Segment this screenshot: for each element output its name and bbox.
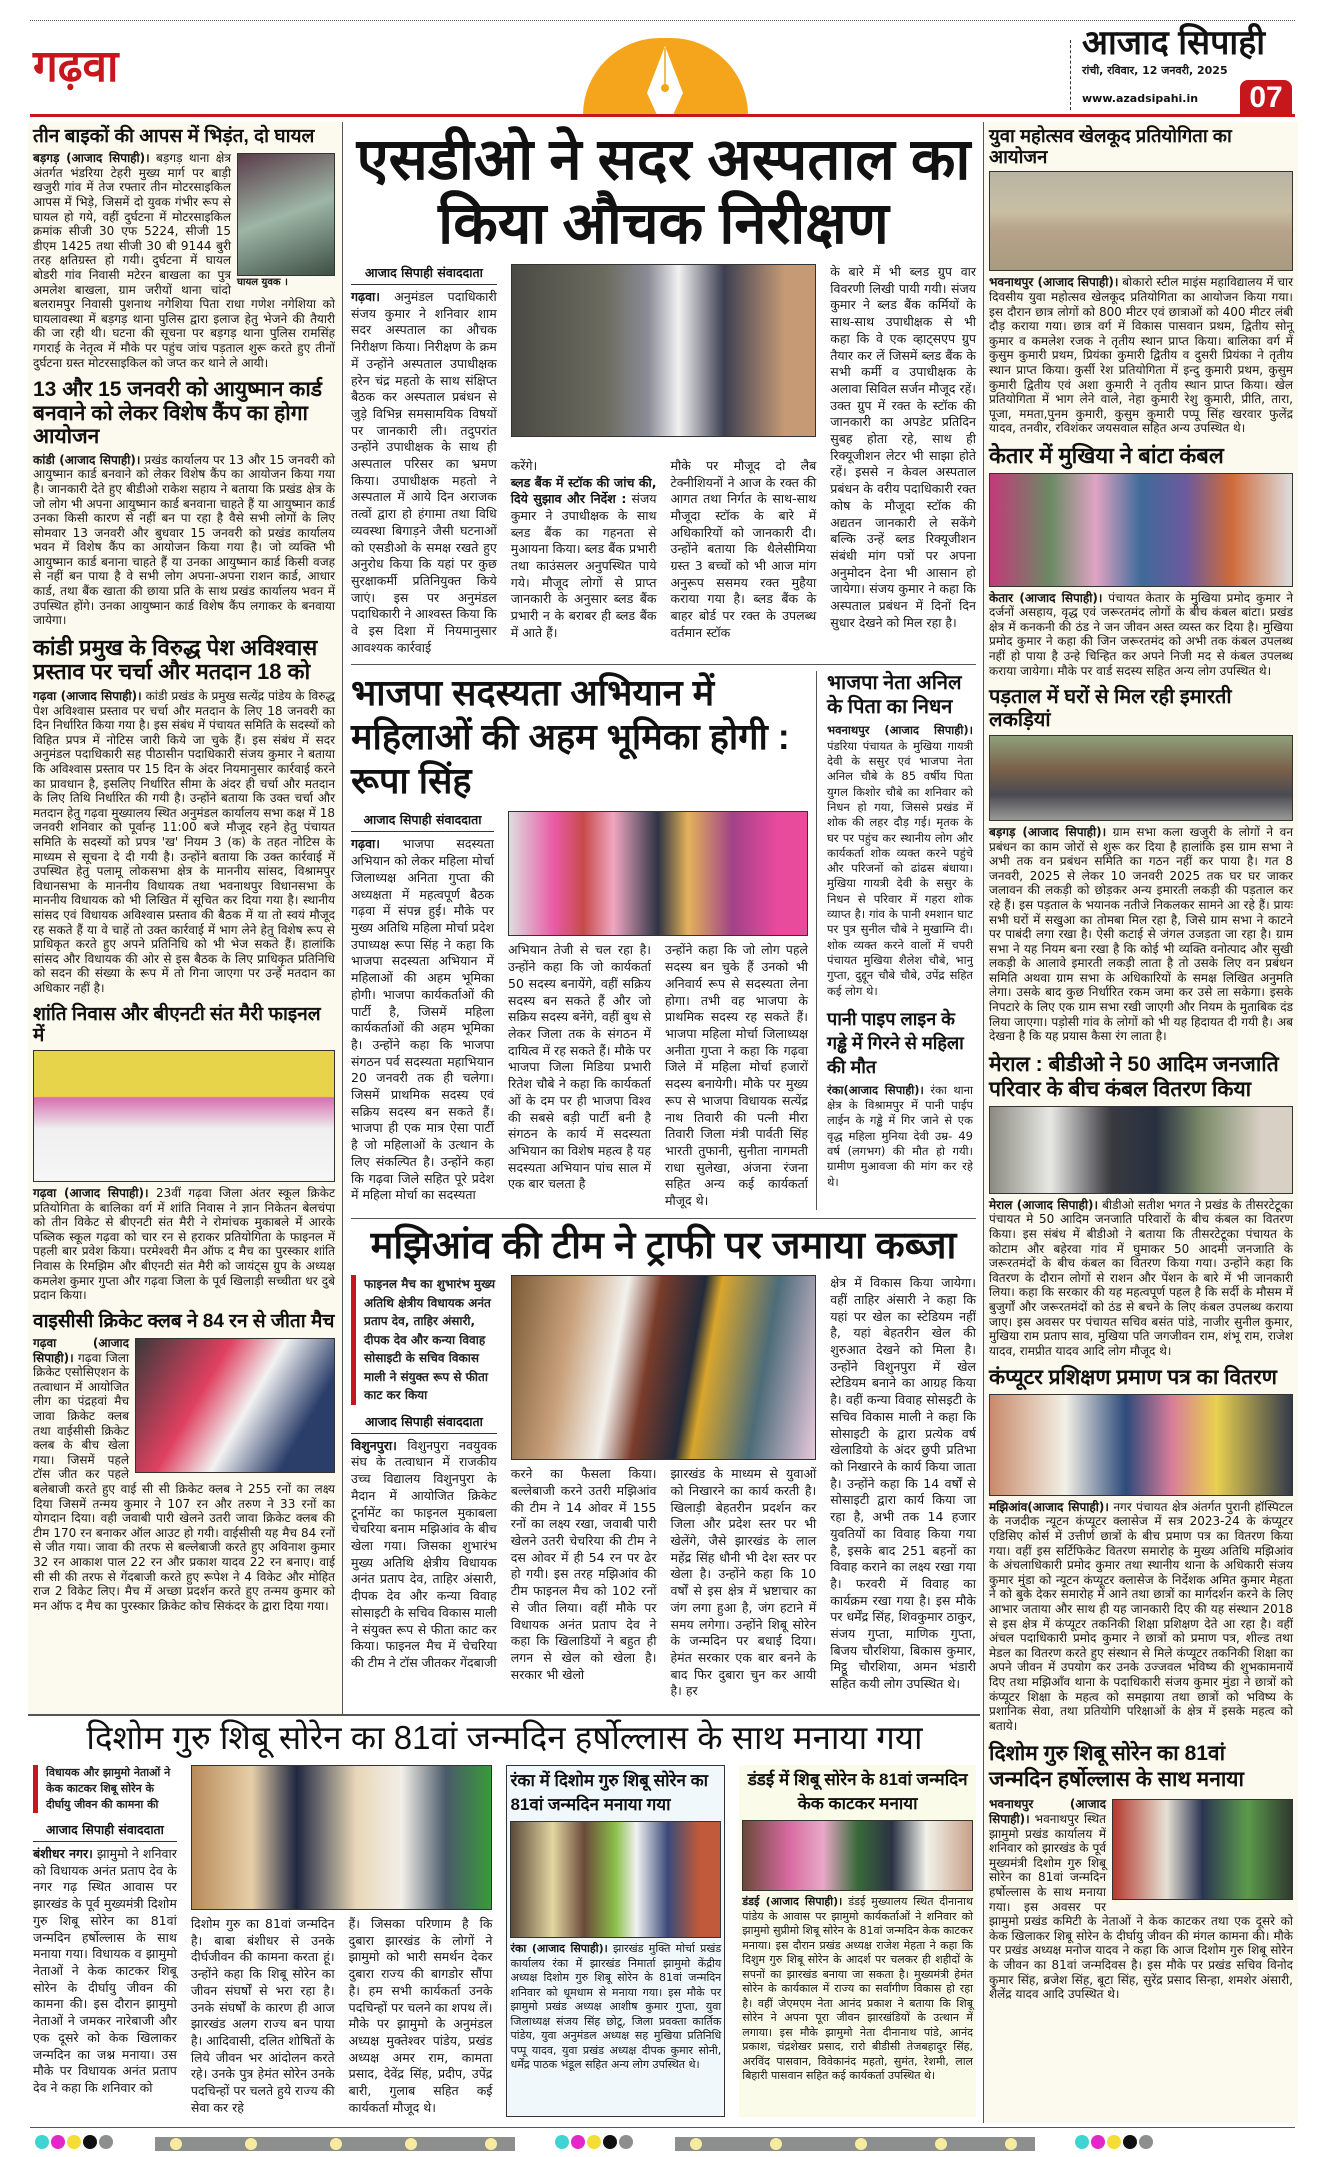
dateline-place: गढ़वा (आजाद सिपाही)। bbox=[33, 689, 142, 704]
article-body: ग्राम सभा कला खजुरी के लोगों ने वन प्रबंधन का काम जोरों से शुरू कर दिया है हालांकि इस ग्राम सभा ने अभी तक वन प्रबंधन समिति का गठन नहीं कर पाया है। गत 8 जनवरी, 2025 से लेकर 10 जनवरी 2025 तक घर घर जाकर जलावन की लकड़ी को छोड़कर अन्य इमारती लकड़ी की पड़ताल कर रहे हैं। इस पड़ताल के भयानक नतीजे निकलकर सामने आ रहे हैं। प्रायः सभी घरों में सखुआ का तोमबा मिल रहा है, जिसे ग्राम सभा ने काटने पर पाबंदी लगा रखा है। ऐसी कटाई से जंगल उजड़ता जा रहा है। ग्राम सभा ने यह नियम बना रखा है कि कोई भी व्यक्ति वनोत्पाद और सुखी लकड़ी के आलावे इमारती लकड़ी लाता है तो उसके लिए वन प्रबंधन समिति अथवा ग्राम सभा के अधिकारियों के समक्ष लिखित अनुमति लेगा। उसके बाद कुछ निर्धारित रकम जमा कर उसे ला सकेगा। इसके निपटारे के लिए एक ग्राम सभा रखी जाएगी और नियम के मुताबिक दंड लिया जाएगा। पड़ोसी गांव के लोगों को भी यह हिदायत दी गयी है। अब देखना है कि यह प्रयास कैसा रंग लाता है। bbox=[989, 824, 1293, 1044]
dateline-place: मझिआंव(आजाद सिपाही)। bbox=[989, 1499, 1109, 1514]
headline-youth-festival: युवा महोत्सव खेलकूद प्रतियोगिता का आयोजन bbox=[989, 125, 1232, 167]
registration-bar bbox=[155, 2137, 515, 2151]
bjp-story bbox=[351, 671, 817, 1209]
article-body: अनुमंडल पदाधिकारी संजय कुमार ने शनिवार शाम सदर अस्पताल का औचक निरीक्षण किया। निरीक्षण के क्रम में उन्होंने अस्पताल उपाधीक्षक हरेन चंद्र महतो के साथ संक्षिप्त बैठक कर अस्पताल प्रबंधन से जुड़े विभिन्न समसामयिक विषयों पर जानकारी ली। तदुपरांत उन्होंने उपाधीक्षक के साथ ही अस्पताल परिसर का भ्रमण किया। उपाधीक्षक महतो ने अस्पताल में आये दिन अराजक तत्वों द्वारा हो हंगामा तथा विधि व्यवस्था बिगाड़ने जैसी घटनाओं को एसडीओ के समक्ष रखते हुए अनुरोध किया कि यहां पर कुछ सुरक्षाकर्मी प्रतिनियुक्त किये जाएं। इस पर अनुमंडल पदाधिकारी ने आश्वस्त किया कि वे इस दिशा में नियमानुसार आवश्यक कार्रवाई bbox=[351, 289, 497, 655]
dandai-box bbox=[739, 1765, 976, 2116]
pen-nib-emblem bbox=[583, 38, 748, 115]
lead-headline: एसडीओ ने सदर अस्पताल का किया औचक निरीक्षण bbox=[356, 127, 971, 256]
center-column bbox=[343, 122, 980, 1714]
headline-anil-father: भाजपा नेता अनिल के पिता का निधन bbox=[827, 672, 962, 719]
section-rule bbox=[351, 1218, 976, 1219]
article-body: झामुमो ने शनिवार को विधायक अनंत प्रताप देव के नगर गढ़ स्थित आवास पर झारखंड के पूर्व मुख्यमंत्री दिशोम गुरु शिबू सोरेन का 81वां जन्मदिन हर्षोल्लास के साथ मनाया गया। विधायक व झामुमो नेताओं ने केक काटकर शिबू सोरेन के दीर्घायु जीवन की कामना की। इस दौरान झामुमो नेताओं ने जमकर नारेबाजी और एक दूसरे को केक खिलाकर जन्मदिन का जश्न मनाया। उस मौके पर विधायक अनंत प्रताप देव ने कहा कि शनिवार को bbox=[33, 1846, 177, 2095]
color-registration-marks bbox=[35, 2134, 115, 2153]
article-body: करेंगे। bbox=[510, 457, 538, 473]
bjp-col-1 bbox=[351, 811, 494, 1209]
article-dandai-birthday bbox=[742, 1895, 973, 2084]
article-body: संजय कुमार ने उपाधीक्षक के साथ ब्लड बैंक का गहनता से मुआयना किया। ब्लड बैंक प्रभारी तथा काउंसलर अनुपस्थित पाये गये। मौजूद लोगों से प्राप्त जानकारी के अनुसार ब्लड बैंक प्रभारी न के बराबर ही ब्लड बैंक में आते हैं। bbox=[510, 491, 657, 640]
article-body: प्रखंड कार्यालय पर 13 और 15 जनवरी को आयुष्मान कार्ड बनवाने को लेकर विशेष कैंप का आयोजन किया गया है। जानकारी देते हुए बीडीओ राकेश सहाय ने बताया कि प्रखंड क्षेत्र के जो लोग भी अपना आयुष्मान कार्ड बनवाना चाहते हैं या आयुष्मान कार्ड उनका किसी कारण से नहीं बन पा रहा है वैसे सभी लोगों के लिए सोमवार 13 जनवरी और बुधवार 15 जनवरी को प्रखंड कार्यालय भवन में विशेष कैंप का आयोजन किया गया है। जो व्यक्ति भी आयुष्मान कार्ड बनाना चाहते हैं या उनका आयुष्मान कार्ड किसी वजह से नहीं बन पाया है वे सभी लोग अपना-अपना राशन कार्ड, आधार कार्ड, तथा बैंक खाता की छाया प्रति के साथ प्रखंड कार्यालय भवन में उपस्थित होंगे। उनका आयुष्मान कार्ड विशेष कैंप लगाकर के बनवाया जायेगा। bbox=[33, 452, 336, 628]
bjp-section bbox=[351, 671, 976, 1209]
article-body: पंचायत केतार के मुखिया प्रमोद कुमार ने दर्जनों असहाय, वृद्ध एवं जरूरतमंद लोगों के बीच कंबल बांटा। प्रखंड क्षेत्र में कनकनी की ठंड ने जन जीवन अस्त व्यस्त कर दिया है। मुखिया प्रमोद कुमार ने कहा की जिन जरूरतमंद को अभी तक कंबल उपलब्ध नहीं हो पाया है उन्हे चिन्हित कर अपने निजी मद से कंबल उपलब्ध कराया जायेगा। मौके पर वार्ड सदस्य सहित अन्य लोग उपस्थित थे। bbox=[989, 590, 1294, 678]
trophy-callout: फाइनल मैच का शुभारंभ मुख्य अतिथि क्षेत्रीय विधायक अनंत प्रताप देव, ताहिर अंसारी, दीपक देव और कन्या विवाह सोसाइटी के सचिव विकास माली ने संयुक्त रूप से फीता काट कर किया bbox=[351, 1275, 497, 1405]
banner-col-2: दिशोम गुरु का 81वां जन्मदिन है। बाबा बंशीधर से उनके दीर्घजीवन की कामना करता हूं। उन्होंने कहा कि शिबू सोरेन का जीवन संघर्षों से भरा रहा है। उनके संघर्षों के कारण ही आज झारखंड अलग राज्य बन पाया है। आदिवासी, दलित शोषितों के लिये जीवन भर आंदोलन करते रहे। उनके पुत्र हेमंत सोरेन उनके पदचिन्हों पर चलते हुये राज्य की सेवा कर रहे bbox=[190, 1916, 335, 2115]
lead-col-3: मौके पर मौजूद दो लैब टेक्नीशियनों ने आज के रक्त की आगत तथा निर्गत के साथ-साथ मौजूदा स्टॉक के बारे में अधिकारियों को जानकारी दी। उन्होंने बताया कि थैलेसीमिया ग्रस्त 3 बच्चों को भी आज मांग अनुरूप ससमय रक्त मुहैया कराया गया है। ब्लड बैंक के बाहर बोर्ड पर रक्त के उपलब्ध वर्तमान स्टॉक bbox=[670, 457, 817, 640]
headline-computer-certificates: कंप्यूटर प्रशिक्षण प्रमाण पत्र का वितरण bbox=[989, 1366, 1277, 1390]
section-rule bbox=[351, 664, 976, 665]
masthead-rule bbox=[30, 114, 1295, 117]
black-dot bbox=[603, 2135, 617, 2149]
photo-dandai-birthday bbox=[742, 1820, 973, 1891]
ranka-box bbox=[506, 1765, 725, 2116]
photo-figure bbox=[237, 153, 335, 290]
article-body: बड़गड़ थाना क्षेत्र अंतर्गत भंडरिया टेहरी मुख्य मार्ग पर बाड़ी खजुरी गांव में तेज रफ्तार तीन मोटरसाइकिल आपस में भिड़े, जिसमें दो युवक गंभीर रूप से घायल हो गये, वहीं दुर्घटना में मोटरसाइकिल क्रमांक सीजी 30 एफ 5224, सीजी 15 डीएम 1425 तथा सीजी 30 बी 9144 बुरी तरह क्षतिग्रस्त हो गयी। दुर्घटना में घायल बोडरी गांव निवासी मटेरन बाखला का पुत्र अमलेश बाखला, ग्राम जरीयों थाना चांदो बलरामपुर निवासी पुशनाथ नगेशिया पिता राधा गणेश नगेशिया को घायलावस्था में बड़गड़ थाना पुलिस द्वारा इलाज हेतु भेजने की तैयारी की जा रही थी। घटना की सूचना पर बड़गड़ थाना पुलिस रामसिंह गगराई के नेतृत्व में मौके पर पहुंच जांच पड़ताल शुरू करते हुए तीनों दुर्घटना ग्रस्त मोटरसाइकिल को जप्त कर थाने ले आयी। bbox=[33, 151, 335, 370]
magenta-dot bbox=[1091, 2135, 1105, 2149]
dateline-place: गढ़वा (आजाद सिपाही)। bbox=[33, 1336, 129, 1365]
left-column bbox=[28, 122, 343, 1714]
photo-youth-festival bbox=[989, 171, 1293, 271]
top-dotted-rule bbox=[30, 20, 1295, 21]
lead-col-4: के बारे में भी ब्लड ग्रुप वार विवरणी लिखी पायी गयी। संजय कुमार ने ब्लड बैंक कर्मियों के साथ-साथ उपाधीक्षक से भी कहा कि वे एक व्हाट्सएप ग्रुप तैयार कर लें जिसमें ब्लड बैंक के सभी कर्मी व उपाधीक्षक के अलावा सिविल सर्जन मौजूद रहें। उक्त ग्रुप में रक्त के स्टॉक की जानकारी का अपडेट प्रतिदिन सुबह होता रहे, साथ ही रिक्यूजीशन लेटर भी साझा होते रहें। इससे न केवल अस्पताल प्रबंधन के वरीय पदाधिकारी रक्त कोष के मौजूदा स्टॉक की अद्यतन जानकारी ले सकेंगे बल्कि उन्हें ब्लड रिक्यूजीशन संबंधी मांग पत्रों पर अपना अनुमोदन देना भी आसान हो जायेगा। संजय कुमार ने कहा कि अस्पताल प्रबंधन में दिनों दिन सुधार देखने को मिल रहा है। bbox=[830, 264, 976, 630]
section-name: गढ़वा bbox=[33, 42, 119, 91]
article-body: डंडई मुख्यालय स्थित दीनानाथ पांडेय के आवास पर झामुमो कार्यकर्ताओं ने शनिवार को झामुमो सुप्रीमो शिबू सोरेन के 81वां जन्मदिन केक काटकर मनाया। इस दौरान प्रखंड अध्यक्ष राजेश मेहता ने कहा कि दिशुम गुरु शिबू सोरेन के आदर्श पर चलकर ही शहीदों के सपनों का झारखंड बनाया जा सकता है। मुख्यमंत्री हेमंत सोरेन के कार्यकाल में राज्य का सर्वांगीण विकास हो रहा है। वहीं जेएमएम नेता आनंद प्रकाश ने बताया कि शिबू सोरेन ने अपना पूरा जीवन झारखंडियों के उत्थान में लगाया। इस मौके झामुमो नेता दीनानाथ पांडे, आनंद प्रकाश, चंद्रशेखर प्रसाद, रारो बीडीसी तेजबहादुर सिंह, अरविंद पासवान, विवेकानंद महतो, सुमंत, रेशमी, लाल बिहारी पासवान सहित कई कार्यकर्ता उपस्थित थे। bbox=[742, 1895, 973, 2083]
lead-col-2 bbox=[511, 458, 657, 657]
black-dot bbox=[83, 2135, 97, 2149]
magenta-dot bbox=[51, 2135, 65, 2149]
article-body: विशुनपुरा नवयुवक संघ के तत्वाधान में राजकीय उच्च विद्यालय विशुनपुरा के मैदान में आयोजित क्रिकेट टूर्नामेंट का फाइनल मुकाबला चेचरिया बनाम मझिआंव के बीच खेला गया। जिसका शुभारंभ मुख्य अतिथि क्षेत्रीय विधायक अनंत प्रताप देव, ताहिर अंसारी, दीपक देव और कन्या विवाह सोसाइटी के सचिव विकास माली ने संयुक्त रूप से फीता काट कर किया। फाइनल मैच में चेचरिया की टीम ने टॉस जीतकर गेंदबाजी bbox=[351, 1437, 497, 1670]
cyan-dot bbox=[555, 2135, 569, 2149]
article-cricket-final bbox=[33, 1186, 335, 1303]
trophy-col-2: करने का फैसला किया। बल्लेबाजी करने उतरी मझिआंव की टीम ने 14 ओवर में 155 रनों का लक्ष्य रखा, जवाबी पारी खेलने उतरी चेचरिया की टीम ने दस ओवर में ही 54 रन पर ढेर हो गयी। इस तरह मझिआंव की टीम फाइनल मैच को 102 रनों से जीत लिया। वहीं मौके पर विधायक अनंत प्रताप देव ने कहा कि खिलाडियों ने बहुत ही लगन से खेल को खेला है। सरकार भी खेलो bbox=[510, 1466, 657, 1682]
grey-dot bbox=[99, 2135, 113, 2149]
article-body-wrap bbox=[351, 1438, 497, 1672]
headline-cricket-final: शांति निवास और बीएनटी संत मैरी फाइनल में bbox=[33, 1003, 321, 1046]
dateline-place: भवनाथपुर (आजाद सिपाही)। bbox=[989, 1797, 1106, 1826]
article-computer-certificates bbox=[989, 1500, 1293, 1734]
photo-bjp-women bbox=[508, 811, 808, 936]
article-anil-father bbox=[827, 723, 973, 998]
website-link[interactable]: www.azadsipahi.in bbox=[1082, 92, 1199, 105]
article-youth-festival bbox=[989, 275, 1293, 436]
byline: आजाद सिपाही संवाददाता bbox=[351, 264, 497, 285]
article-body: कांडी प्रखंड के प्रमुख सत्येंद्र पांडेय के विरुद्ध पेश अविश्वास प्रस्ताव पर चर्चा और मतदान के लिए 18 जनवरी का दिन निर्धारित किया गया है। इस संबंध में पंचायत समिति के सदस्यों को विहित प्रपत्र में नोटिस जारी किये जा चुके हैं। इस संबंध में सदर अनुमंडल पदाधिकारी सह पीठासीन पदाधिकारी संजय कुमार ने बताया कि अविश्वास प्रस्ताव पर 15 दिन के अंदर नियमानुसार कार्रवाई करने का प्रावधान है, इसलिए निर्धारित सीमा के अंदर ही चर्चा और मतदान के लिए तिथि निर्धारित की गयी है। उन्होंने बताया कि उक्त चर्चा और मतदान हेतु गढ़वा मुख्यालय स्थित अनुमंडल कार्यालय सभा कक्ष में 18 जनवरी शनिवार को पूर्वान्ह 11:00 बजे मौजूद रहने हेतु पंचायत समिति के सदस्यों को प्रपत्र 'ख' नियम 3 (क) के तहत नोटिस के माध्यम से सूचना दे दी गयी है। उन्होंने बताया कि उक्त कार्रवाई में उपस्थित हेतु पलामू लोकसभा क्षेत्र के माननीय सांसद, विश्रामपुर विधानसभा के माननीय विधायक तथा भवनाथपुर विधानसभा के माननीय विधायक को भी लिखित में सूचित कर दिया गया है। स्थानीय सांसद एवं विधायक अविश्वास प्रस्ताव की बैठक में या तो स्वयं मौजूद रह सकते हैं या वे चाहें तो उक्त कार्रवाई में भाग लेने हेतु विशेष रूप से प्राधिकृत करते हुए अपने प्रतिनिधि को भी भेज सकते हैं। हालांकि सांसद और विधायक की ओर से इस बैठक के लिए प्राधिकृत प्रतिनिधि को सदन की संख्या के रूप में तो गिना जाएगा पर उन्हें मतदान का अधिकार नहीं है। bbox=[33, 689, 335, 995]
photo-cake-cutting bbox=[191, 1765, 493, 1910]
bjp-side-column bbox=[827, 671, 973, 1209]
photo-ketar-blankets bbox=[989, 473, 1293, 587]
byline: आजाद सिपाही संवाददाता bbox=[33, 1821, 177, 1842]
color-registration-marks bbox=[555, 2134, 635, 2153]
bjp-headline: भाजपा सदस्यता अभियान में महिलाओं की अहम भूमिका होगी : रूपा सिंह bbox=[351, 672, 790, 802]
magenta-dot bbox=[571, 2135, 585, 2149]
headline-meral-blankets: मेराल : बीडीओ ने 50 आदिम जनजाति परिवार के बीच कंबल वितरण किया bbox=[989, 1052, 1279, 1101]
headline-pipeline-death: पानी पाइप लाइन के गड्ढे में गिरने से महिला की मौत bbox=[827, 1008, 964, 1077]
grey-dot bbox=[1139, 2135, 1153, 2149]
grey-dot bbox=[619, 2135, 633, 2149]
banner-headline: दिशोम गुरु शिबू सोरेन का 81वां जन्मदिन हर्षोल्लास के साथ मनाया गया bbox=[86, 1719, 923, 1757]
article-body: नगर पंचायत क्षेत्र अंतर्गत पुरानी हॉस्पिटल के नजदीक न्यूटन कंप्यूटर क्लासेज में सत्र 2023-24 के कंप्यूटर एडिसिए कोर्स में उत्तीर्ण छात्रों के बीच प्रमाण पत्र का वितरण किया गया। वहीं इस सर्टिफिकेट वितरण समारोह के मुख्य अतिथि मझिआंव के अंचलाधिकारी प्रमोद कुमार तथा स्थानीय थाना के अधिकारी संजय कुमार मुंडा को न्यूटन कंप्यूटर क्लासेज के निर्देशक अमित कुमार मेहता ने को बुके देकर समारोह में आने तथा छात्रों का मार्गदर्शन करने के लिए आभार जताया और साथ ही यह जानकारी दिए की यह संस्थान 2018 से इस क्षेत्र में कंप्यूटर तकनिकी शिक्षा प्रशिक्षण देते आ रहा है। वहीं अंचल पदाधिकारी प्रमोद कुमार ने छात्रों को प्रमाण पत्र, शील्ड तथा मेडल का वितरण करते हुए संस्थान से मिले कंप्यूटर तकनिकी शिक्षा का अपने जीवन में उपयोग कर उनके उज्जवल भविष्य की शुभकामनायें दिए तथा मझिआँव थाना के पदाधिकारी संजय कुमार मुंडा ने छात्रों को कंप्यूटर शिक्षा के महत्व को समझाया तथा छात्रों को भविष्य के प्रशानिक सेवा, तथा प्रतियोगि परिक्षाओं के क्षेत्र में इसके महत्व को बताये। bbox=[989, 1499, 1293, 1733]
article-ayushman-camp bbox=[33, 453, 335, 628]
photo-sdo-inspection bbox=[511, 264, 817, 437]
byline: आजाद सिपाही संवाददाता bbox=[351, 1413, 497, 1434]
banner-story bbox=[33, 1765, 492, 2116]
dateline-place: मेराल (आजाद सिपाही)। bbox=[989, 1197, 1099, 1212]
article-body-wrap bbox=[351, 836, 494, 1203]
article-timber-probe bbox=[989, 825, 1293, 1044]
headline-ayushman-camp: 13 और 15 जनवरी को आयुष्मान कार्ड बनवाने को लेकर विशेष कैंप का होगा आयोजन bbox=[33, 378, 323, 449]
pen-nib-icon bbox=[583, 38, 748, 115]
cyan-dot bbox=[1075, 2135, 1089, 2149]
headline-dandai-birthday: डंडई में शिबू सोरेन के 81वां जन्मदिन केक काटकर मनाया bbox=[747, 1770, 968, 1814]
trophy-col-1 bbox=[351, 1275, 497, 1700]
article-body: झारखंड मुक्ति मोर्चा प्रखंड कार्यालय रंका में झारखंड निमार्ता झामुमो केंद्रीय अध्यक्ष दिशोम गुरु शिबू सोरेन के 81वां जन्मदिन शनिवार को धूमधाम से मनाया गया। इस मौके पर झामुमो प्रखंड अध्यक्ष आशीष कुमार गुप्ता, युवा जिलाध्यक्ष संजय सिंह छोटू, जिला प्रवक्ता कार्तिक पांडेय, युवा अनुमंडल अध्यक्ष सह मुखिया प्रतिनिधि पप्पू यादव, युवा प्रखंड अध्यक्ष दीपक कुमार सोनी, धर्मेंद्र पाठक भंडूल सहित अन्य लोग उपस्थित थे। bbox=[510, 1942, 722, 2072]
dateline-place: डंडई (आजाद सिपाही)। bbox=[742, 1895, 843, 1909]
headline-ketar-blankets: केतार में मुखिया ने बांटा कंबल bbox=[989, 442, 1224, 468]
dateline-place: भवनाथपुर (आजाद सिपाही)। bbox=[827, 723, 973, 738]
headline-bhawanathpur-birthday: दिशोम गुरु शिबू सोरेन का 81वां जन्मदिन हर्षोल्लास के साथ मनाया bbox=[989, 1742, 1244, 1792]
article-body: भाजपा सदस्यता अभियान को लेकर महिला मोर्चा जिलाध्यक्ष अनिता गुप्ता की अध्यक्षता में महत्वपूर्ण बैठक गढ़वा में संपन्न हुई। मौके पर मुख्य अतिथि महिला मोर्चा प्रदेश उपाध्यक्ष रूपा सिंह ने कहा कि भाजपा सदस्यता अभियान में महिलाओं की अहम भूमिका होगी। भाजपा कार्यकर्ताओं की पार्टी है, जिसमें महिला कार्यकर्ताओं की अहम भूमिका है। उन्होंने कहा कि भाजपा संगठन पर्व सदस्यता महाभियान 20 जनवरी तक ही चलेगा। जिसमें प्राथमिक सदस्य एवं सक्रिय सदस्य बन सकते हैं। भाजपा ही एक मात्र ऐसा पार्टी है जो महिलाओं के उत्थान के लिए संकल्पित है। उन्होंने कहा कि गढ़वा जिले सहित पूरे प्रदेश में महिला मोर्चा का सदस्यता bbox=[351, 836, 494, 1203]
photo-timber-probe bbox=[989, 735, 1293, 821]
article-body: बीडीओ सतीश भगत ने प्रखंड के तीसरटेटूका पंचायत मे 50 आदिम जनजाति परिवारों के बीच कंबल का वितरण किया। इस संबंध में बीडीओ ने बताया कि तीसरटेटूका पंचायत के कोटाम और बहेरवा गांव में घुमाकर 50 आदमी जनजाति के जरूरतमंदों के बीच कंबल का वितरण किया गया। उन्होंने कहा कि वितरण के दौरान लोगों से राशन और पेंशन के बारे में भी जानकारी लिया। कहा कि सरकार की यह महत्वपूर्ण पहल है कि सर्दी के मौसम में बुजुर्गों और जरूरतमंदों को ठंड से बचने के लिए कंबल उपलब्ध कराया जाए। इस अवसर पर पंचायत सचिव बसंत पांडे, नाजीर सुनील कुमार, मुखिया राम प्रताप साव, मुखिया पति जगजीवन राम, शंभू राम, राजेश यादव, रामप्रीत यादव आदि लोग मौजूद थे। bbox=[989, 1197, 1293, 1358]
headline-no-confidence-motion: कांडी प्रमुख के विरुद्ध पेश अविश्वास प्रस्ताव पर चर्चा और मतदान 18 को bbox=[33, 634, 318, 685]
banner-col-3: हैं। जिसका परिणाम है कि दुबारा झारखंड के लोगों ने झामुमो को भारी समर्थन देकर दुबारा राज्य की बागडोर सौंपा है। हम सभी कार्यकर्ता उनके पदचिन्हों पर चलने का शपथ लें। मौके पर झामुमो के अनुमंडल अध्यक्ष मुक्तेश्वर पांडेय, प्रखंड अध्यक्ष अमर राम, कामता प्रसाद, देवेंद्र सिंह, प्रदीप, उपेंद्र बारी, गुलाब सहित कई कार्यकर्ता मौजूद थे। bbox=[348, 1916, 493, 2115]
article-ketar-blankets bbox=[989, 591, 1293, 679]
trophy-col-3: झारखंड के माध्यम से युवाओं को निखारने का कार्य करती है। खिलाड़ी बेहतरीन प्रदर्शन कर जिला और प्रदेश स्तर पर भी खेलेंगे, जैसे झारखंड के लाल महेंद्र सिंह धौनी भी देश स्तर पर खेला है। उन्होंने कहा कि 10 वर्षों से इस क्षेत्र में भ्रष्टाचार का जंग लगा हुआ है, जंग हटाने में समय लगेगा। उन्होंने शिबू सोरेन के जन्मदिन पर बधाई दिया। हेमंत सरकार एक बार बनने के बाद फिर दुबारा चुन कर आयी है। हर bbox=[670, 1466, 817, 1699]
dateline-place: विशुनपुरा। bbox=[351, 1437, 397, 1453]
yellow-dot bbox=[1107, 2135, 1121, 2149]
masthead-divider bbox=[1070, 40, 1071, 110]
photo-cricket-girls-team bbox=[33, 1050, 335, 1182]
birthday-banner-section bbox=[28, 1714, 980, 2122]
dateline-place: गढ़वा। bbox=[351, 836, 381, 852]
article-no-confidence-motion bbox=[33, 689, 335, 995]
trophy-story bbox=[351, 1225, 976, 1700]
dateline-place: बड़गड़ (आजाद सिपाही)। bbox=[33, 151, 150, 166]
headline-ycc-win: वाइसीसी क्रिकेट क्लब ने 84 रन से जीता मैच bbox=[33, 1310, 335, 1332]
article-body: बोकारो स्टील माइंस महाविद्यालय में चार दिवसीय युवा महोत्सव खेलकूद प्रतियोगिता का आयोजन किया गया। इस दौरान छात्र लोगों को 800 मीटर एवं छात्राओं को 400 मीटर लंबी दौड़ कराया गया। छात्र वर्ग में विकास पासवान प्रथम, द्वितीय सोनू कुमार व कमलेश रजक ने तृतीय स्थान प्राप्त किया। बालिका वर्ग में कुसुम कुमारी प्रथम, प्रियंका कुमारी द्वितीय व दुसरी प्रियंका ने तृतीय स्थान प्राप्त किया। कुर्सी रेश प्रतियोगिता में इन्दु कुमारी प्रथम, कुसुम कुमारी द्वितीय एवं अशा कुमारी ने तृतीय स्थान प्राप्त किया। खेल प्रतियोगिता में भाग लेने वाले, नेहा कुमारी रेशु कुमारी, प्रीति, तारा, पूजा, ममता,पुनम कुमारी, कुसुम कुमारी पप्पू सिंह खरवार फुलेंद्र यादव, तनवीर, रविशंकर जयसवाल सहित अन्य उपस्थित थे। bbox=[989, 275, 1293, 436]
photo-ycc-award bbox=[135, 1338, 335, 1473]
article-body-wrap bbox=[351, 289, 497, 656]
print-marks-row bbox=[30, 2127, 1295, 2153]
dateline: रांची, रविवार, 12 जनवरी, 2025 bbox=[1082, 64, 1228, 77]
article-pipeline-death bbox=[827, 1083, 973, 1190]
black-dot bbox=[1123, 2135, 1137, 2149]
headline-ranka-birthday: रंका में दिशोम गुरु शिबू सोरेन का 81वां जन्मदिन मनाया गया bbox=[510, 1771, 709, 1815]
article-bhawanathpur-birthday bbox=[989, 1797, 1293, 2001]
trophy-col-4: क्षेत्र में विकास किया जायेगा। वहीं ताहिर अंसारी ने कहा कि यहां पर खेल का स्टेडियम नहीं है, यहां बेहतरीन खेल की शुरुआत देखने को मिला है। उन्होंने विशुनपुरा में खेल स्टेडियम बनाने का आग्रह किया है। वहीं कन्या विवाह सोसइटी के सचिव विकास माली ने कहा कि सोसाइटी के द्वारा प्रत्येक वर्ष खेलाडियो के अंदर छुपी प्रतिभा को निखारने के कार्य किया जाता है। उन्होंने कहा कि 14 वर्षों से सोसाइटी द्वारा कार्य किया जा रहा है, अभी तक 14 हजार युवतियों का विवाह किया गया है, इसके बाद 251 बहनों का विवाह कराने का लक्ष्य रखा गया है। फरवरी में विवाह का कार्यक्रम रखा गया है। इस मौके पर धर्मेंद्र सिंह, शिवकुमार ठाकुर, संजय गुप्ता, माणिक गुप्ता, बिजय चौरशिया, बिकास कुमार, मिट्ठू चौरशिया, अमन भंडारी सहित कयी लोग उपस्थित थे। bbox=[830, 1275, 976, 1692]
photo-trophy-presentation bbox=[511, 1275, 817, 1460]
dateline-place: भवनाथपुर (आजाद सिपाही)। bbox=[989, 275, 1119, 290]
page-number: 07 bbox=[1240, 80, 1292, 115]
article-body: पंडरिया पंचायत के मुखिया गायत्री देवी के ससुर एवं भाजपा नेता अनिल चौबे के 85 वर्षीय पिता युगल किशोर चौबे का शनिवार को निधन हो गया, जिससे प्रखंड में शोक की लहर दौड़ गई। मृतक के घर पर पहुंच कर स्थानीय लोग और कार्यकर्ता शोक व्यक्त करने पहुंचे और परिजनों को ढांढस बंधाया। मुखिया गायत्री देवी के ससुर के निधन से परिवार में गहरा शोक व्याप्त है। गांव के पानी श्मशान घाट पर पुत्र सुनील चौबे ने मुखाग्नि दी। शोक व्यक्त करने वालों में चपरी पंचायत मुखिया शैलेश चौबे, भानु गुप्ता, दुद्दून चौबे चौबे, उपेंद्र सहित कई लोग थे। bbox=[827, 738, 973, 998]
dateline-place: बड़गड़ (आजाद सिपाही)। bbox=[989, 824, 1107, 839]
article-body: 23वीं गढ़वा जिला अंतर स्कूल क्रिकेट प्रतियोगिता के बालिका वर्ग में शांति निवास ने ज्ञान निकेतन बेलचंपा को तीन विकेट से बीएनटी संत मैरी ने रोमांचक मुकाबले में आरके पब्लिक स्कूल गढ़वा को चार रन से हराकर प्रतियोगिता के फाइनल में पहली बार प्रवेश किया। परमेश्वरी मैन ऑफ द मैच का पुरस्कार शांति निवास के रिमझिम और बीएनटी संत मैरी को जायंट्स ग्रुप के अध्यक्ष कमलेश कुमार गुप्ता और गढ़वा जिला के पूर्व खिलाड़ी सच्चीता धर दुबे प्रदान किया। bbox=[33, 1186, 335, 1303]
dateline-place: रंका (आजाद सिपाही)। bbox=[510, 1942, 608, 1956]
article-body-wrap bbox=[33, 1846, 177, 2097]
yellow-dot bbox=[67, 2135, 81, 2149]
headline-bike-collision: तीन बाइकों की आपस में भिड़ंत, दो घायल bbox=[33, 126, 315, 147]
color-registration-marks bbox=[1075, 2134, 1155, 2153]
bjp-col-3: उन्होंने कहा कि जो लोग पहले सदस्य बन चुके हैं उनको भी अनिवार्य रूप से सदस्यता लेना होगा। तभी वह भाजपा के प्राथमिक सदस्य रह सकते हैं। भाजपा महिला मोर्चा जिलाध्यक्ष अनीता गुप्ता ने कहा कि गढ़वा जिले में महिला मोर्चा हजारों सदस्य बनायेगी। मौके पर मुख्य रूप से भाजपा विधायक सत्येंद्र नाथ तिवारी की पत्नी मीरा तिवारी जिला मंत्री पार्वती सिंह भारती तुफानी, सुनीता नागमती राधा सुलेखा, अंजना रंजना सहित अन्य कई कार्यकर्ता मौजूद थे। bbox=[665, 942, 808, 1209]
lead-col-1 bbox=[351, 264, 497, 656]
photo-computer-certificates bbox=[989, 1394, 1293, 1496]
article-ranka-birthday bbox=[510, 1942, 721, 2073]
photo-caption: घायल युवक । bbox=[237, 277, 288, 289]
article-body: गढ़वा जिला क्रिकेट एसोसिएशन के तत्वाधान में आयोजित लीग का पंद्रहवां मैच जावा क्रिकेट क्लब तथा वाईसीसी क्रिकेट क्लब के बीच खेला गया। जिसमें पहले टॉस जीत कर पहले बलेबाजी करते हुए वाई सी सी क्रिकेट क्लब ने 255 रनों का लक्ष्य दिया जिसमें तन्मय कुमार ने 107 रन और तरुण ने 33 रनों का योगदान दिया। वही जवाबी पारी खेलने उतरी जावा क्रिकेट क्लब की टीम 170 रन बनाकर ऑल आउट हो गयी। वाईसीसी यह मैच 84 रनों से जीत गया। जावा की तरफ से बल्लेबाजी करते हुए अविनाश कुमार 32 रन आकाश पाल 22 रन और प्रकाश यादव 22 रन बनाए। वाई सी सी की तरफ से गेंदबाजी करते हुए रूपेश ने 4 विकेट और मोहित राज 2 विकेट लिए। मैच में अच्छा प्रदर्शन करते हुए तन्मय कुमार को मन ऑफ द मैच का पुरस्कार क्रिकेट कोच सिकंदर के द्वारा दिया गया। bbox=[33, 1350, 335, 1613]
cyan-dot bbox=[35, 2135, 49, 2149]
photo-bhawanathpur-birthday bbox=[1112, 1799, 1293, 1900]
lead-story bbox=[351, 128, 976, 656]
photo-ranka-birthday bbox=[510, 1821, 721, 1938]
photo-injured-youth bbox=[237, 153, 335, 276]
article-bike-collision bbox=[33, 151, 335, 370]
photo-meral-blankets bbox=[989, 1106, 1293, 1194]
right-column bbox=[983, 122, 1298, 2123]
article-ycc-win bbox=[33, 1336, 335, 1613]
byline: आजाद सिपाही संवाददाता bbox=[351, 811, 494, 832]
dateline-place: गढ़वा (आजाद सिपाही)। bbox=[33, 1186, 149, 1201]
headline-timber-probe: पड़ताल में घरों से मिल रही इमारती लकड़ियां bbox=[989, 686, 1232, 731]
dateline-place: गढ़वा। bbox=[351, 289, 381, 304]
article-body: रंका थाना क्षेत्र के विश्रामपुर में पानी पाईप लाईन के गड्ढे में गिर जाने से एक वृद्ध महिला मुनिया देवी उम्र- 49 वर्ष (लगभग) की मौत हो गयी। ग्रामीण मुआवजा की मांग कर रहे थे। bbox=[827, 1082, 974, 1189]
banner-callout: विधायक और झामुमो नेताओं ने केक काटकर शिबू सोरेन के दीर्घायु जीवन की कामना की bbox=[33, 1765, 177, 1813]
bjp-col-2: अभियान तेजी से चल रहा है। उन्होंने कहा कि जो कार्यकर्ता 50 सदस्य बनायेंगे, वहीं सक्रिय सदस्य बन सकते हैं और जो सक्रिय सदस्य बनेंगे, वहीं बुथ से लेकर जिला तक के संगठन में दायित्व में रह सकते हैं। मौके पर भाजपा जिला मिडिया प्रभारी रितेश चौबे ने कहा कि कार्यकर्ता ओं के दम पर ही भाजपा विश्व की सबसे बड़ी पार्टी बनी है संगठन के कार्य में सदस्यता अभियान का विशेष महत्व है यह सदस्यता अभियान पांच साल में एक बार चलता है bbox=[508, 942, 651, 1192]
dateline-place: रंका(आजाद सिपाही)। bbox=[827, 1082, 924, 1097]
newspaper-logo: आजाद सिपाही bbox=[1082, 24, 1266, 62]
dateline-place: कांडी (आजाद सिपाही)। bbox=[33, 452, 141, 467]
subheading: ब्लड बैंक में स्टॉक की जांच की, दिये सुझाव और निर्देश : bbox=[510, 474, 657, 507]
yellow-dot bbox=[587, 2135, 601, 2149]
article-meral-blankets bbox=[989, 1198, 1293, 1359]
dateline-place: केतार (आजाद सिपाही)। bbox=[989, 590, 1103, 605]
dateline-place: बंशीधर नगर। bbox=[33, 1846, 93, 1862]
banner-col-1 bbox=[33, 1765, 177, 2116]
registration-bar bbox=[675, 2137, 1035, 2151]
article-body: भवनाथपुर स्थित झामुमो प्रखंड कार्यालय में शनिवार को झारखंड के पूर्व मुख्यमंत्री दिशोम गुरु शिबू सोरेन का 81वां जन्मदिन हर्षोल्लास के साथ मनाया गया। इस अवसर पर झामुमो प्रखंड कमिटी के नेताओं ने केक काटकर तथा एक दूसरे को केक खिलाकर शिबू सोरेन के दीर्घायु जीवन की मंगल कामना की। मौके पर प्रखंड अध्यक्ष मनोज यादव ने कहा कि आज दिशोम गुरु शिबू सोरेन के जीवन का 81वां जन्मदिवस है। इस मौके पर प्रखंड सचिव विनोद कुमार सिंह, ब्रजेश सिंह, बूटा सिंह, सुरेंद्र प्रसाद सिन्हा, शमशेर अंसारी, शैलेंद्र यादव आदि उपस्थित थे। bbox=[989, 1811, 1293, 2002]
trophy-headline: मझिआंव की टीम ने ट्राफी पर जमाया कब्जा bbox=[370, 1224, 957, 1267]
